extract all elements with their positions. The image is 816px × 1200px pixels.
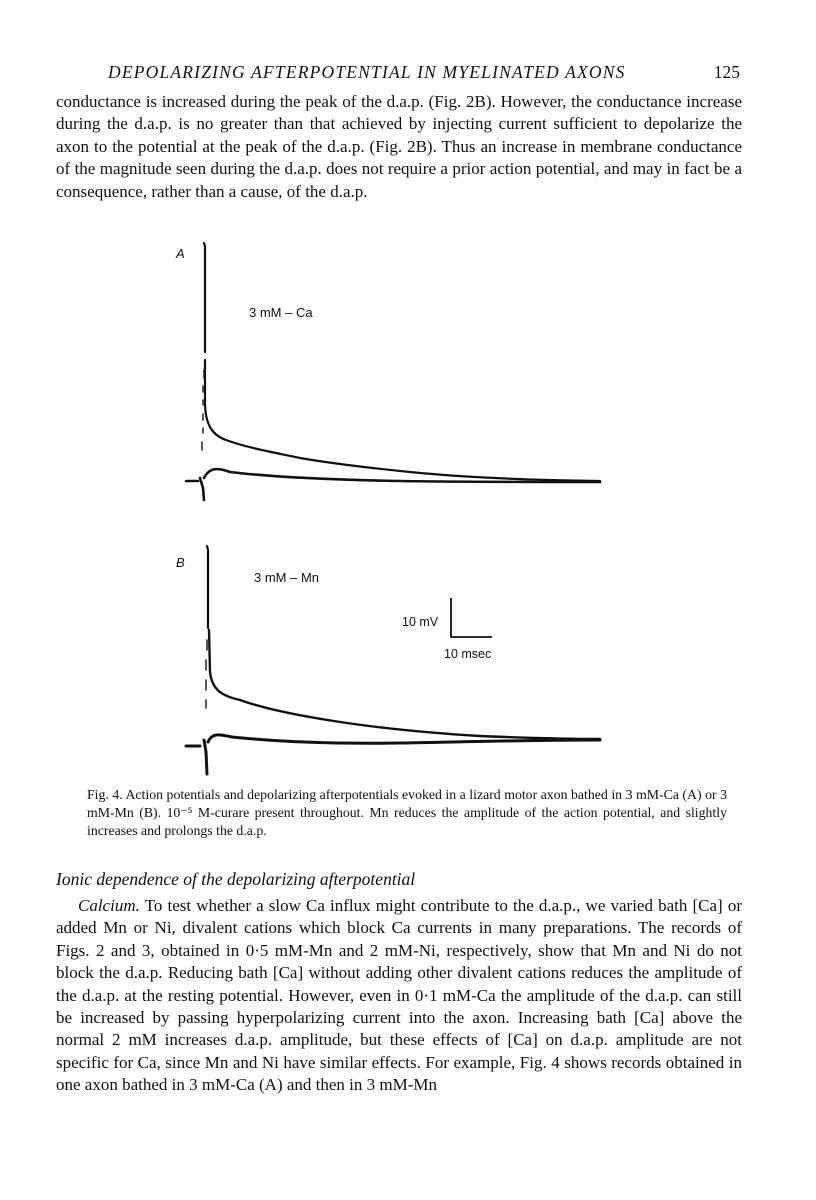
panel-a-condition-label: 3 mM – Ca [249, 305, 313, 320]
scale-bar [402, 598, 492, 661]
run-in-heading: Calcium. [78, 896, 140, 915]
body-paragraph-calcium [56, 895, 742, 1097]
body-paragraph-top: conductance is increased during the peak of the d.a.p. (Fig. 2B). However, the conductance increase during the d.a.p. is no greater than that achieved by injecting current sufficient to depolarize the axon to the potential at the peak of the d.a.p. (Fig. 2B). Thus an increase in membrane conductance of the magnitude seen during the d.a.p. does not require a prior action potential, and may in fact be a consequence, rather than a cause, of the d.a.p. [56, 92, 742, 201]
panel-b-dap-trace [209, 630, 600, 739]
scale-bar-time-label: 10 msec [444, 647, 492, 661]
panel-b-baseline-trace [186, 735, 600, 774]
panel-b-traces [186, 546, 600, 774]
panel-a-traces [186, 243, 600, 500]
calcium-paragraph-text: To test whether a slow Ca influx might contribute to the d.a.p., we varied bath [Ca] or added Mn or Ni, divalent cations which block Ca currents in many preparations. The records of Figs. 2 and 3, obtained in 0·5 mM-Mn and 2 mM-Ni, respectively, show that Mn and Ni do not block the d.a.p. Reducing bath [Ca] without adding other divalent cations reduces the amplitude of the d.a.p. at the resting potential. However, even in 0·1 mM-Ca the amplitude of the d.a.p. can still be increased by passing hyperpolarizing current into the axon. Increasing bath [Ca] above the normal 2 mM increases d.a.p. amplitude, but these effects of [Ca] on d.a.p. amplitude are not specific for Ca, since Mn and Ni have similar effects. For example, Fig. 4 shows records obtained in one axon bathed in 3 mM-Ca (A) and then in 3 mM-Mn [56, 896, 742, 1095]
figure-caption: Fig. 4. Action potentials and depolarizing afterpotentials evoked in a lizard motor axon bathed in 3 mM-Ca (A) or 3 mM-Mn (B). 10⁻⁵ M-curare present throughout. Mn reduces the amplitude of the action potential, and slightly increases and prolongs the d.a.p. [87, 787, 727, 838]
panel-a-spike-dots [202, 370, 204, 450]
panel-b-condition-label: 3 mM – Mn [254, 570, 320, 585]
running-title: DEPOLARIZING AFTERPOTENTIAL IN MYELINATED AXONS [108, 62, 626, 82]
scale-bar-voltage-label: 10 mV [402, 615, 439, 629]
panel-a-dap-trace [205, 360, 600, 481]
section-heading: Ionic dependence of the depolarizing afterpotential [56, 869, 416, 889]
page-number: 125 [713, 62, 740, 82]
panel-b-spike [207, 546, 208, 628]
scale-bar-lines [451, 598, 492, 637]
panel-b-spike-dots [206, 640, 207, 708]
panel-b-letter: B [176, 555, 185, 570]
panel-a-spike [204, 243, 205, 352]
panel-a-baseline-trace [186, 469, 600, 500]
panel-a-letter: A [176, 246, 185, 261]
